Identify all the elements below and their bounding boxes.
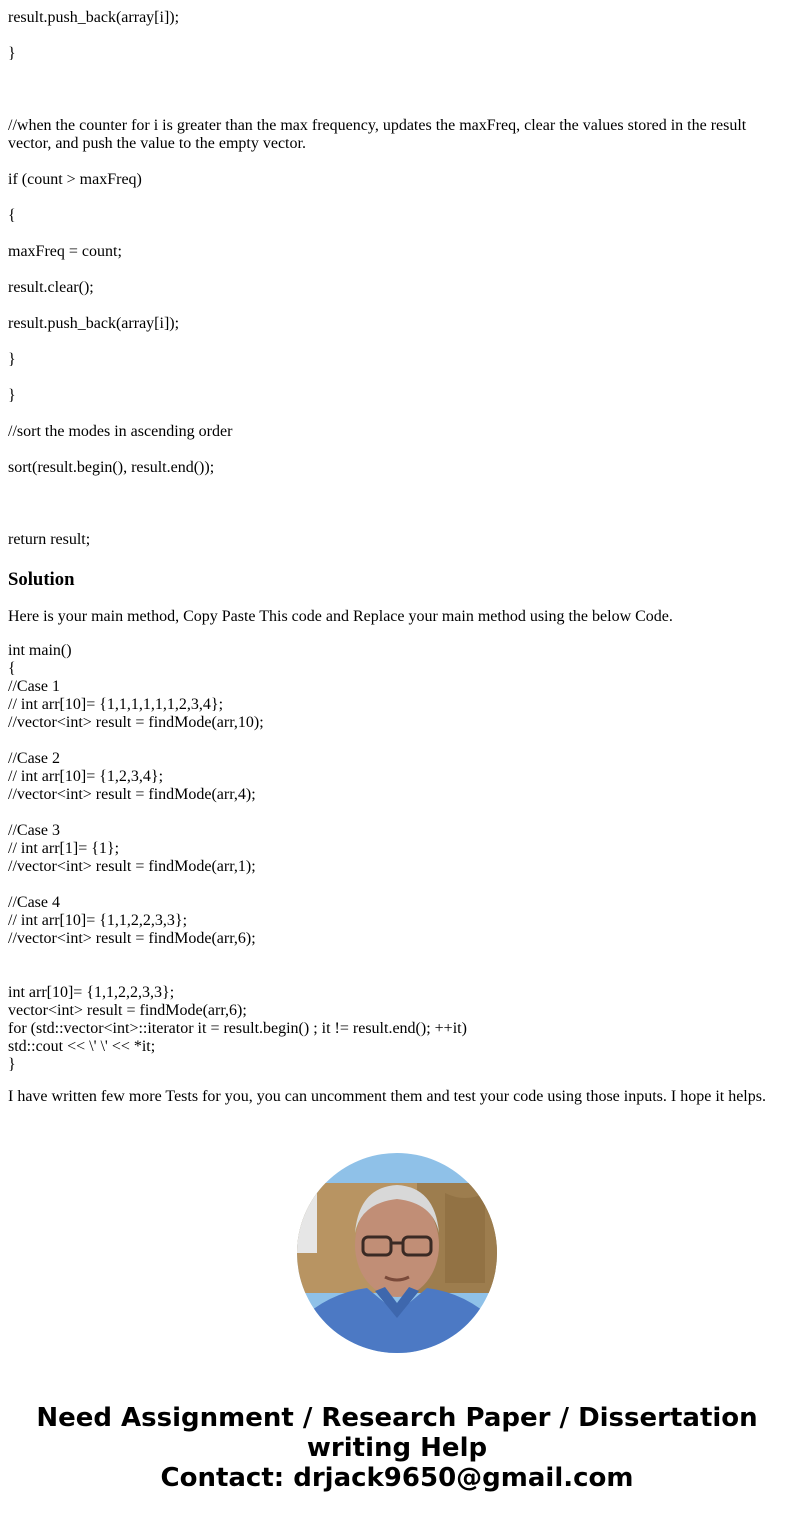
code-line — [8, 948, 786, 966]
code-line: //vector<int> result = findMode(arr,1); — [8, 858, 256, 875]
code-line: } — [8, 351, 16, 368]
promo-line: writing Help — [306, 1433, 488, 1463]
code-line: { — [8, 660, 16, 677]
code-line: result.push_back(array[i]); — [8, 9, 180, 26]
author-photo — [297, 1153, 497, 1353]
author-portrait-image — [297, 1153, 497, 1353]
solution-heading: Solution — [8, 569, 75, 590]
code-line: } — [8, 1056, 16, 1073]
code-line: std::cout << \' \' << *it; — [8, 1038, 156, 1055]
code-line: //vector<int> result = findMode(arr,6); — [8, 930, 256, 947]
code-line — [8, 804, 786, 822]
code-line: return result; — [8, 531, 91, 548]
code-line: } — [8, 45, 16, 62]
promo-banner — [0, 1403, 794, 1493]
code-line: if (count > maxFreq) — [8, 171, 142, 188]
solution-intro: Here is your main method, Copy Paste This code and Replace your main method using the below Code. — [8, 608, 673, 625]
code-line: { — [8, 207, 16, 224]
promo-line: Need Assignment / Research Paper / Dissertation — [36, 1403, 758, 1433]
code-line: int arr[10]= {1,1,2,2,3,3}; — [8, 984, 175, 1001]
code-line: // int arr[10]= {1,2,3,4}; — [8, 768, 164, 785]
code-line: //Case 4 — [8, 894, 60, 911]
code-line: for (std::vector<int>::iterator it = result.begin() ; it != result.end(); ++it) — [8, 1020, 467, 1037]
code-line: // int arr[1]= {1}; — [8, 840, 120, 857]
solution-closing: I have written few more Tests for you, you can uncomment them and test your code using those inputs. I hope it helps. — [8, 1088, 766, 1105]
code-line: } — [8, 387, 16, 404]
code-line: result.clear(); — [8, 279, 94, 296]
code-line — [8, 966, 786, 984]
code-line: //Case 2 — [8, 750, 60, 767]
code-line: sort(result.begin(), result.end()); — [8, 459, 215, 476]
code-line: vector<int> result = findMode(arr,6); — [8, 1002, 247, 1019]
code-line: // int arr[10]= {1,1,2,2,3,3}; — [8, 912, 188, 929]
code-line: result.push_back(array[i]); — [8, 315, 180, 332]
promo-contact: Contact: drjack9650@gmail.com — [160, 1463, 634, 1493]
main-code-block — [8, 642, 786, 1074]
code-line: // int arr[10]= {1,1,1,1,1,1,2,3,4}; — [8, 696, 224, 713]
code-comment: //sort the modes in ascending order — [8, 423, 233, 440]
code-line — [8, 876, 786, 894]
code-line: //vector<int> result = findMode(arr,4); — [8, 786, 256, 803]
code-line: //Case 1 — [8, 678, 60, 695]
code-line: //vector<int> result = findMode(arr,10); — [8, 714, 264, 731]
code-comment: //when the counter for i is greater than the max frequency, updates the maxFreq, clear the values stored in the result vector, and push the value to the empty vector. — [8, 117, 751, 152]
code-line: //Case 3 — [8, 822, 60, 839]
code-line — [8, 732, 786, 750]
code-line: int main() — [8, 642, 72, 659]
code-line: maxFreq = count; — [8, 243, 122, 260]
